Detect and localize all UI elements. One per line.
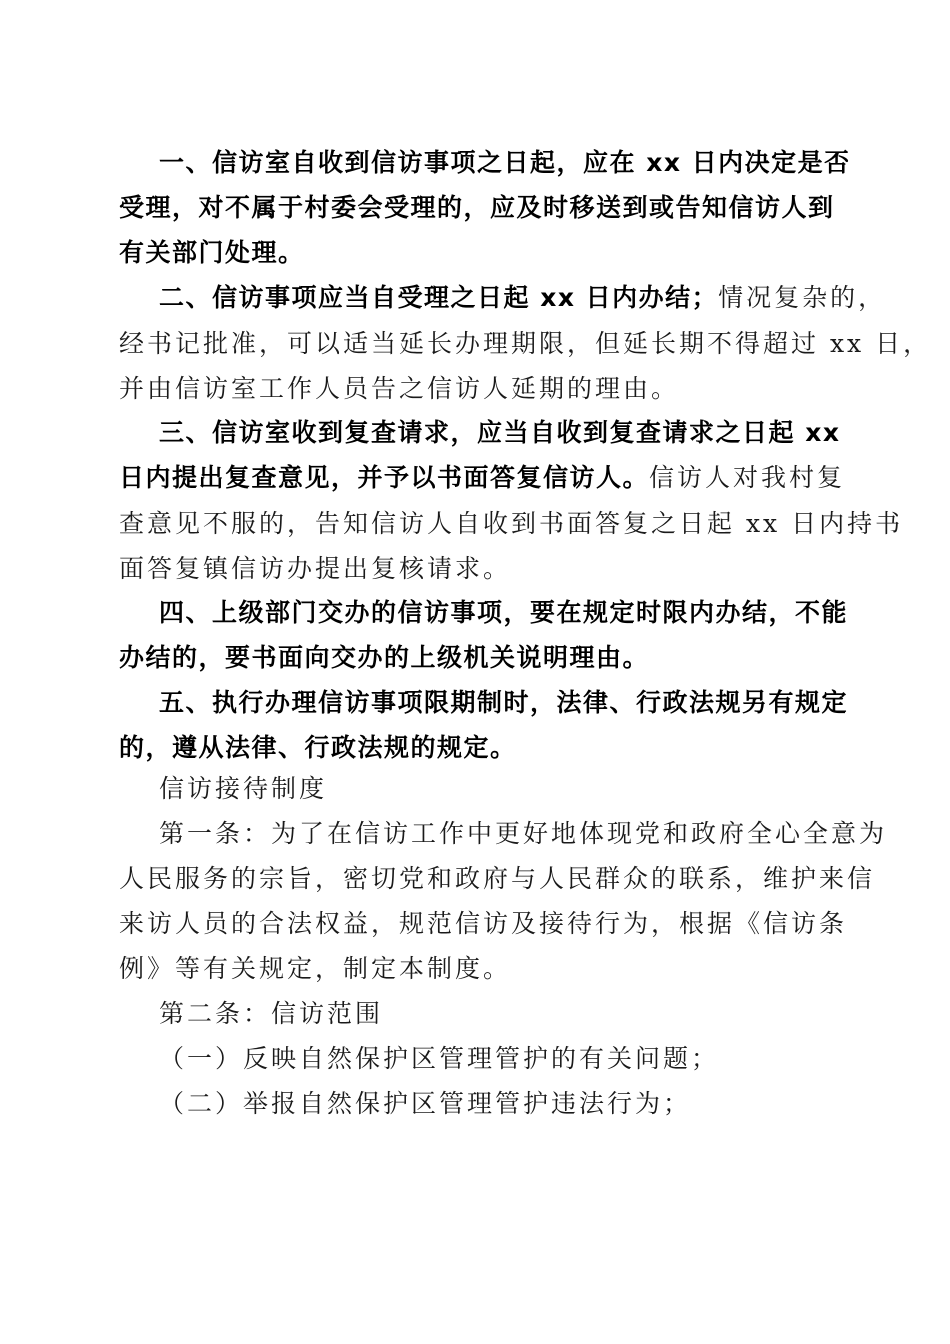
section-five-line-2: 的，遵从法律、行政法规的规定。 — [119, 733, 517, 762]
reception-section — [119, 766, 888, 1126]
section-one — [119, 140, 851, 275]
section-three-line-2-bold: 日内提出复查意见，并予以书面答复信访人。 — [119, 463, 650, 492]
section-five-line-1: 五、执行办理信访事项限期制时，法律、行政法规另有规定 — [159, 688, 849, 717]
section-three-line-3: 查意见不服的，告知信访人自收到书面答复之日起 xx 日内持书 — [119, 509, 904, 538]
section-four — [119, 590, 849, 680]
section-two — [119, 275, 932, 411]
section-three-line-2-tail: 信访人对我村复 — [649, 463, 846, 492]
section-two-line-3: 并由信访室工作人员告之信访人延期的理由。 — [119, 374, 680, 403]
reception-title: 信访接待制度 — [159, 774, 328, 803]
section-one-line-1: 一、信访室自收到信访事项之日起，应在 xx 日内决定是否 — [159, 148, 851, 177]
section-three-line-2 — [119, 455, 846, 501]
section-two-line-2: 经书记批准，可以适当延长办理期限，但延长期不得超过 xx 日， — [119, 329, 932, 358]
article-one-line-2: 人民服务的宗旨，密切党和政府与人民群众的联系，维护来信 — [119, 864, 876, 893]
article-two-item-2: （二）举报自然保护区管理管护违法行为； — [159, 1089, 692, 1118]
article-one-line-3: 来访人员的合法权益，规范信访及接待行为，根据《信访条 — [119, 909, 848, 938]
section-one-line-2: 受理，对不属于村委会受理的，应及时移送到或告知信访人到 — [119, 193, 835, 222]
section-two-line-1-bold: 二、信访事项应当自受理之日起 xx 日内办结； — [159, 283, 719, 312]
section-three-line-4: 面答复镇信访办提出复核请求。 — [119, 554, 512, 583]
section-three-line-1: 三、信访室收到复查请求，应当自收到复查请求之日起 xx — [159, 418, 841, 447]
section-four-line-2: 办结的，要书面向交办的上级机关说明理由。 — [119, 643, 650, 672]
section-five — [119, 680, 849, 770]
section-one-line-3: 有关部门处理。 — [119, 238, 305, 267]
article-one-line-4: 例》等有关规定，制定本制度。 — [119, 954, 512, 983]
article-two-item-1: （一）反映自然保护区管理管护的有关问题； — [159, 1044, 720, 1073]
section-two-line-1-tail: 情况复杂的， — [718, 283, 887, 312]
section-two-line-1 — [119, 275, 887, 321]
section-three — [119, 410, 904, 591]
article-two-title: 第二条：信访范围 — [159, 999, 384, 1028]
article-one-line-1: 第一条：为了在信访工作中更好地体现党和政府全心全意为 — [159, 819, 888, 848]
section-four-line-1: 四、上级部门交办的信访事项，要在规定时限内办结，不能 — [159, 598, 849, 627]
